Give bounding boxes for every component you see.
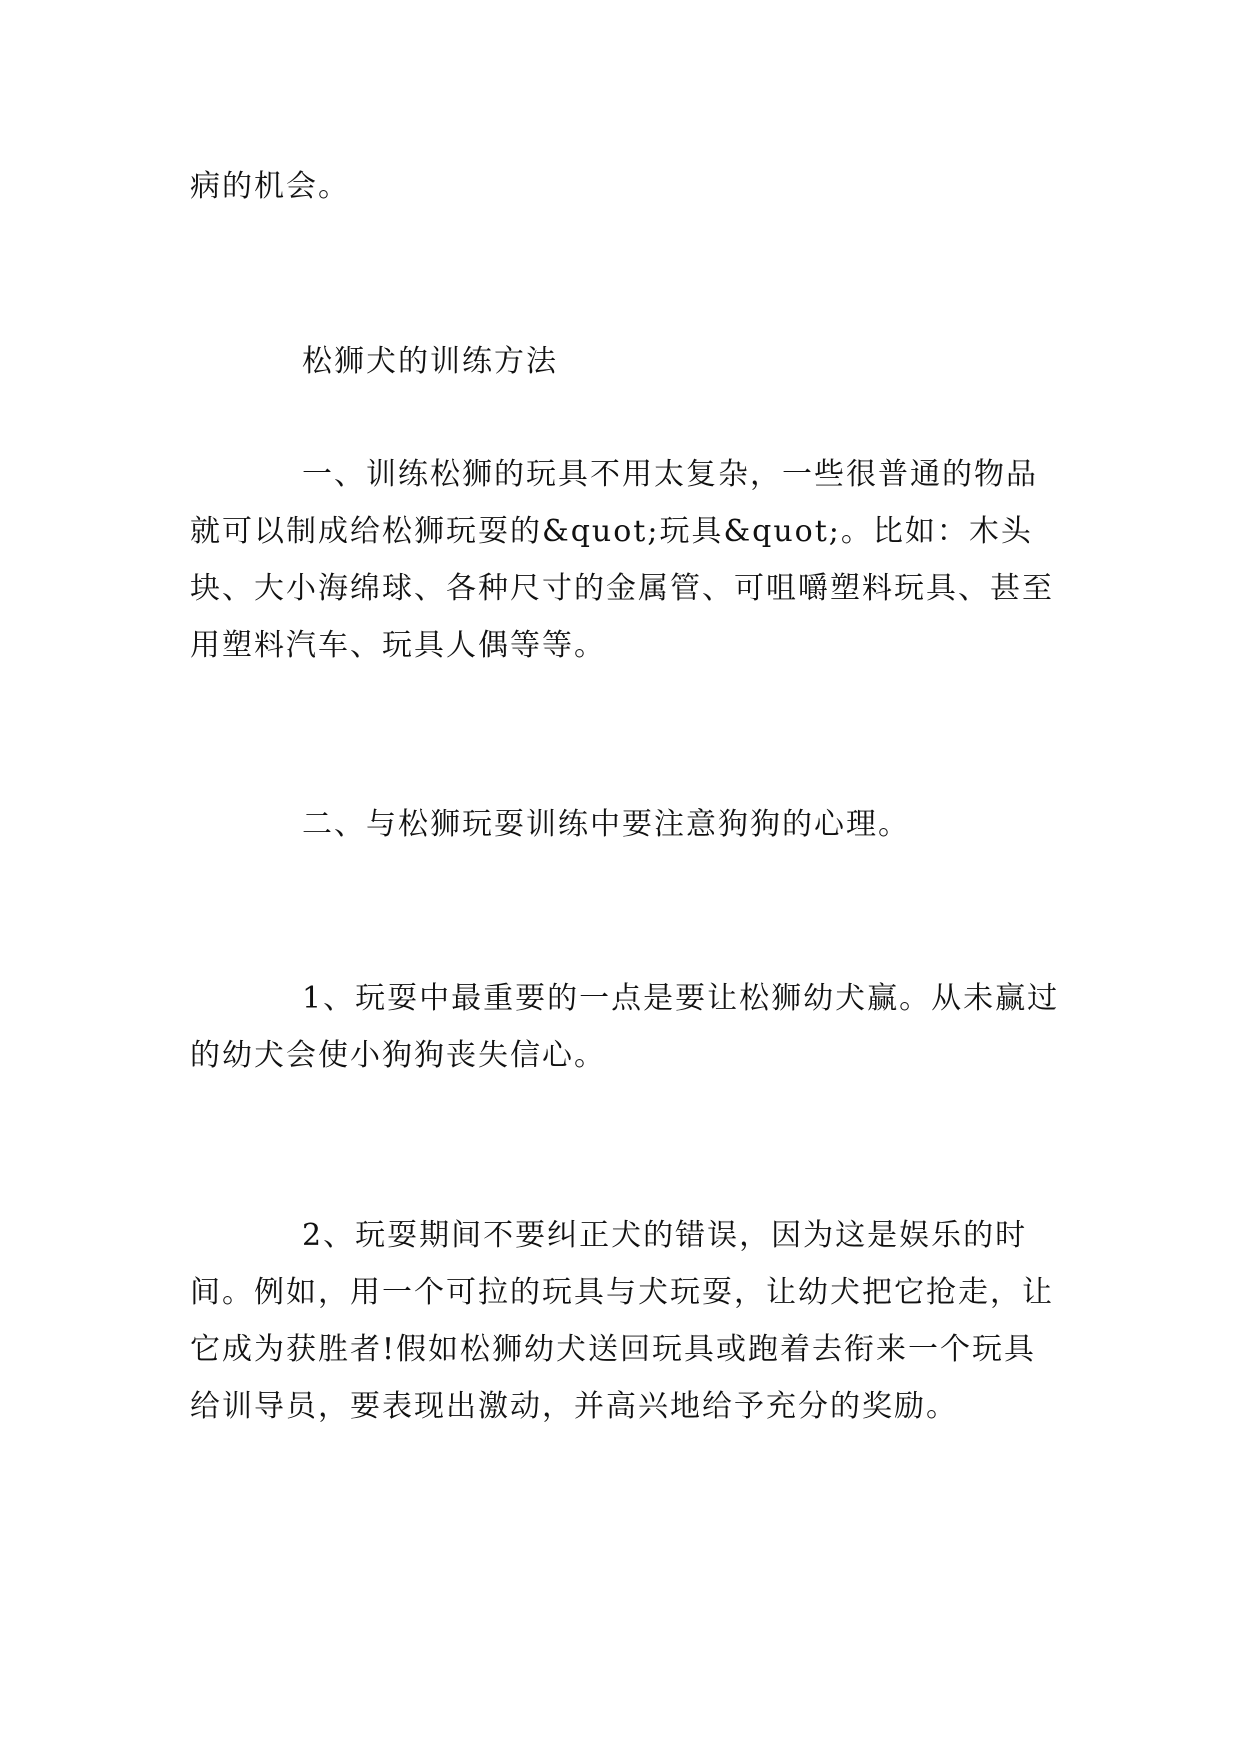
- section-heading: 松狮犬的训练方法: [302, 344, 558, 379]
- paragraph-no-correction: 2、玩耍期间不要纠正犬的错误，因为这是娱乐的时间。例如，用一个可拉的玩具与犬玩耍，让幼犬把它抢走，让它成为获胜者!假如松狮幼犬送回玩具或跑着去衔来一个玩具给训导员，要表现出激动，并高兴地给予充分的奖励。: [190, 1218, 1054, 1424]
- paragraph-psychology: 二、与松狮玩耍训练中要注意狗狗的心理。: [302, 807, 910, 842]
- paragraph-let-puppy-win: 1、玩耍中最重要的一点是要让松狮幼犬赢。从未赢过的幼犬会使小狗狗丧失信心。: [190, 981, 1060, 1073]
- paragraph-continuation: 病的机会。: [190, 169, 350, 204]
- paragraph-toys: 一、训练松狮的玩具不用太复杂，一些很普通的物品就可以制成给松狮玩耍的&quot;玩具&quot;。比如：木头块、大小海绵球、各种尺寸的金属管、可咀嚼塑料玩具、甚至用塑料汽车、玩具人偶等等。: [190, 457, 1054, 663]
